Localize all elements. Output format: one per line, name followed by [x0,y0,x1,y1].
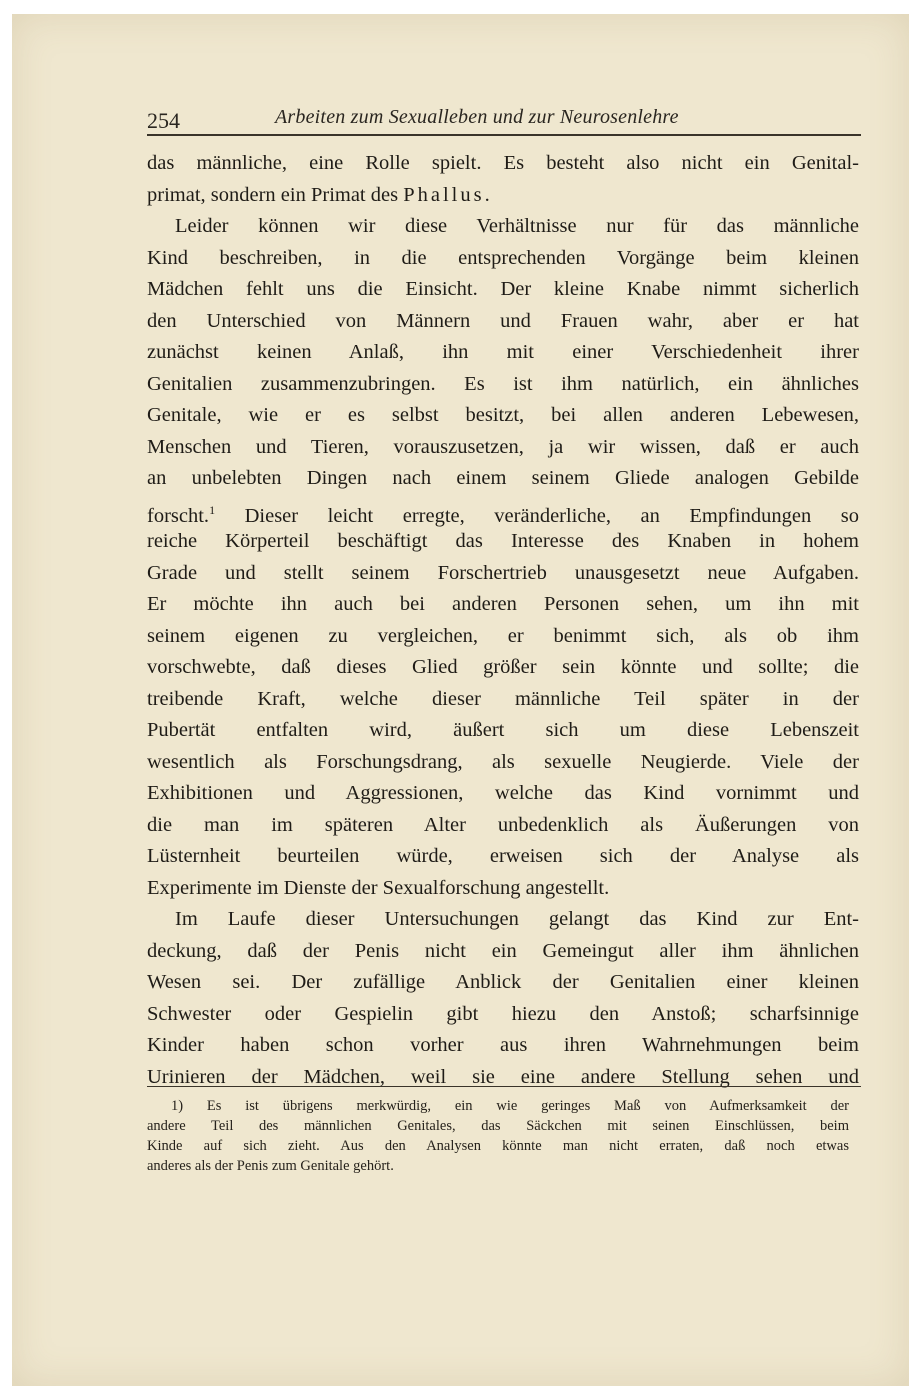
text-line: Schwester oder Gespielin gibt hiezu den Anstoß; scharfsinnige [147,1002,859,1025]
running-title: Arbeiten zum Sexualleben und zur Neurosenlehre [275,106,679,128]
text-line [147,495,859,527]
text-line: Urinieren der Mädchen, weil sie eine andere Stellung sehen und [147,1065,859,1088]
body-text [147,148,859,1093]
text-line: Wesen sei. Der zufällige Anblick der Genitalien einer kleinen [147,971,859,993]
text-line: Pubertät entfalten wird, äußert sich um diese Lebenszeit [147,719,859,741]
text-line: das männliche, eine Rolle spielt. Es besteht also nicht ein Genital- [147,152,859,174]
text-line: Er möchte ihn auch bei anderen Personen sehen, um ihn mit [147,593,859,615]
text-line: vorschwebte, daß dieses Glied größer sein könnte und sollte; die [147,656,859,678]
footnote-rule [147,1086,861,1087]
text-line: seinem eigenen zu vergleichen, er benimmt sich, als ob ihm [147,624,859,647]
text-line: Lüsternheit beurteilen würde, erweisen sich der Analyse als [147,845,859,867]
text-line: zunächst keinen Anlaß, ihn mit einer Verschiedenheit ihrer [147,341,859,363]
text-line: Exhibitionen und Aggressionen, welche das Kind vornimmt und [147,782,859,804]
footnote-line: anderes als der Penis zum Genitale gehört. [147,1158,394,1174]
text-fragment: primat, sondern ein Primat des [147,183,399,206]
text-fragment: forscht. [147,504,210,527]
text-line: Im Laufe dieser Untersuchungen gelangt das Kind zur Ent- [175,908,859,930]
footnote-line: Kinde auf sich zieht. Aus den Analysen könnte man nicht erraten, daß noch etwas [147,1138,849,1154]
text-line: Grade und stellt seinem Forschertrieb unausgesetzt neue Aufgaben. [147,561,859,584]
text-line: die man im späteren Alter unbedenklich als Äußerungen von [147,813,859,836]
footnote [147,1096,849,1176]
footnote-reference: 1 [209,502,216,517]
text-line: den Unterschied von Männern und Frauen wahr, aber er hat [147,309,859,332]
text-line: wesentlich als Forschungsdrang, als sexuelle Neugierde. Viele der [147,750,859,773]
text-line: Genitalien zusammenzubringen. Es ist ihm natürlich, ein ähnliches [147,372,859,395]
footnote-line: andere Teil des männlichen Genitales, das Säckchen mit seinen Einschlüssen, beim [147,1118,849,1134]
text-line: reiche Körperteil beschäftigt das Interesse des Knaben in hohem [147,530,859,552]
text-line: an unbelebten Dingen nach einem seinem Gliede analogen Gebilde [147,467,859,489]
text-line: Experimente im Dienste der Sexualforschung angestellt. [147,876,610,899]
page-number: 254 [147,108,180,133]
text-line: Kind beschreiben, in die entsprechenden Vorgänge beim kleinen [147,246,859,269]
text-line: treibende Kraft, welche dieser männliche Teil später in der [147,687,859,710]
text-line: deckung, daß der Penis nicht ein Gemeingut aller ihm ähnlichen [147,939,859,962]
text-line: Leider können wir diese Verhältnisse nur für das männliche [175,215,859,237]
text-fragment: Dieser leicht erregte, veränderliche, an Empfindungen so [215,504,859,527]
text-line: Genitale, wie er es selbst besitzt, bei allen anderen Lebewesen, [147,404,859,426]
footnote-line: 1) Es ist übrigens merkwürdig, ein wie geringes Maß von Aufmerksamkeit der [171,1098,849,1114]
text-line: Menschen und Tieren, vorauszusetzen, ja wir wissen, daß er auch [147,435,859,458]
emphasized-word: Phallus. [403,183,493,206]
text-line: Kinder haben schon vorher aus ihren Wahrnehmungen beim [147,1034,859,1056]
page-header [147,102,861,132]
header-rule [147,134,861,136]
text-line: Mädchen fehlt uns die Einsicht. Der kleine Knabe nimmt sicherlich [147,278,859,300]
text-line [147,180,859,212]
